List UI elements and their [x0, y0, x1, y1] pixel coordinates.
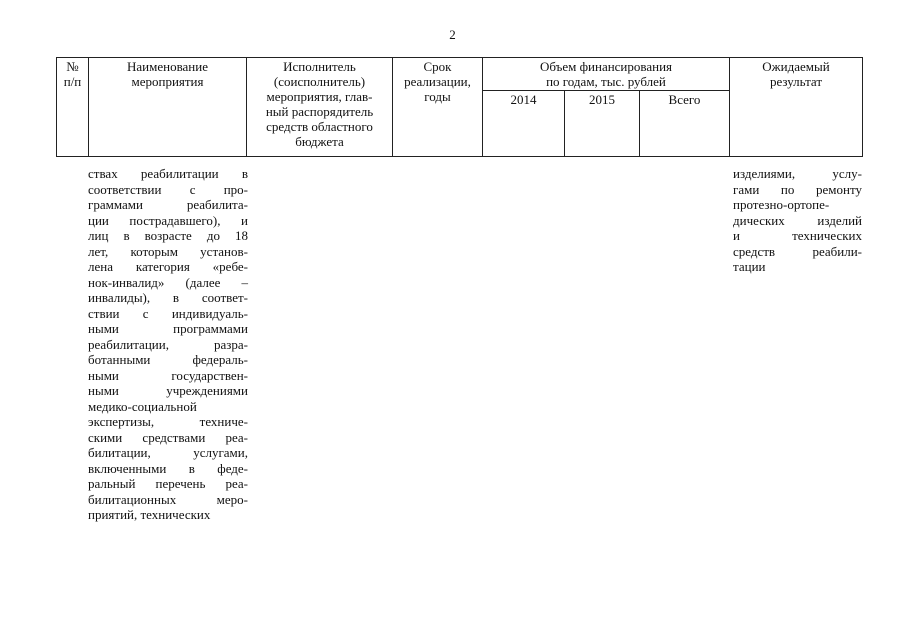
text-line: ными государствен- [88, 367, 248, 383]
header-total: Всего [640, 91, 730, 157]
header-name-line: мероприятия [131, 74, 204, 89]
header-executor-cell [247, 58, 393, 157]
table-header [56, 57, 863, 157]
header-result-line: Ожидаемый [762, 59, 830, 74]
header-executor-line: (соисполнитель) [273, 74, 366, 89]
header-num-cell [57, 58, 89, 157]
text-line: ботанными федераль- [88, 352, 248, 367]
name-column-text [88, 166, 248, 523]
header-year-2015: 2015 [565, 91, 640, 157]
header-funding-line: по годам, тыс. рублей [546, 74, 666, 89]
text-line: включенными в феде- [88, 460, 248, 476]
text-line: нок-инвалид» (далее – [88, 274, 248, 290]
header-term-cell [393, 58, 483, 157]
header-executor-line: ный распорядитель [265, 104, 374, 119]
text-line: протезно-ортопе- [733, 197, 830, 212]
text-line: ными учреждениями [88, 383, 248, 398]
header-year-2014: 2014 [483, 91, 565, 157]
page-number: 2 [449, 27, 456, 42]
text-line: ствии с индивидуаль- [88, 305, 248, 321]
header-term-line: Срок [423, 59, 452, 74]
text-line: приятий, технических [88, 507, 211, 522]
text-line: скими средствами реа- [88, 429, 248, 445]
text-line: билитации, услугами, [88, 445, 248, 460]
header-funding-cell [483, 58, 730, 91]
header-funding-line: Объем финансирования [539, 59, 673, 74]
header-result-line: результат [769, 74, 823, 89]
text-line: ральный перечень реа- [88, 476, 248, 491]
header-term-line: реализации, [404, 74, 471, 89]
text-line: и технических [733, 228, 862, 243]
header-num-line: п/п [63, 74, 82, 89]
text-line: гами по ремонту [733, 181, 862, 197]
text-line: тации [733, 259, 766, 274]
header-executor-line: средств областного [266, 119, 373, 134]
text-line: ции пострадавшего), и [88, 212, 248, 228]
text-line: реабилитации, разра- [88, 336, 248, 352]
result-column-text [733, 166, 862, 275]
text-line: соответствии с про- [88, 181, 248, 197]
text-line: дических изделий [733, 212, 862, 228]
header-executor-line: бюджета [295, 134, 344, 149]
text-line: изделиями, услу- [733, 166, 862, 181]
text-line: лет, которым установ- [88, 243, 248, 259]
text-line: лена категория «ребе- [88, 259, 248, 274]
header-name-cell [89, 58, 247, 157]
header-num-line: № [66, 59, 79, 74]
text-line: билитационных меро- [88, 491, 248, 507]
header-result-cell [730, 58, 863, 157]
text-line: средств реабили- [733, 243, 862, 259]
text-line: инвалиды), в соответ- [88, 290, 248, 305]
text-line: экспертизы, техниче- [88, 414, 248, 429]
header-executor-line: Исполнитель [283, 59, 356, 74]
text-line: медико-социальной [88, 398, 197, 414]
text-line: граммами реабилита- [88, 197, 248, 212]
header-term-line: годы [424, 89, 451, 104]
text-line: лиц в возрасте до 18 [88, 228, 248, 243]
header-name-line: Наименование [127, 59, 208, 74]
header-executor-line: мероприятия, глав- [266, 89, 373, 104]
text-line: ствах реабилитации в [88, 166, 248, 181]
text-line: ными программами [88, 321, 248, 336]
